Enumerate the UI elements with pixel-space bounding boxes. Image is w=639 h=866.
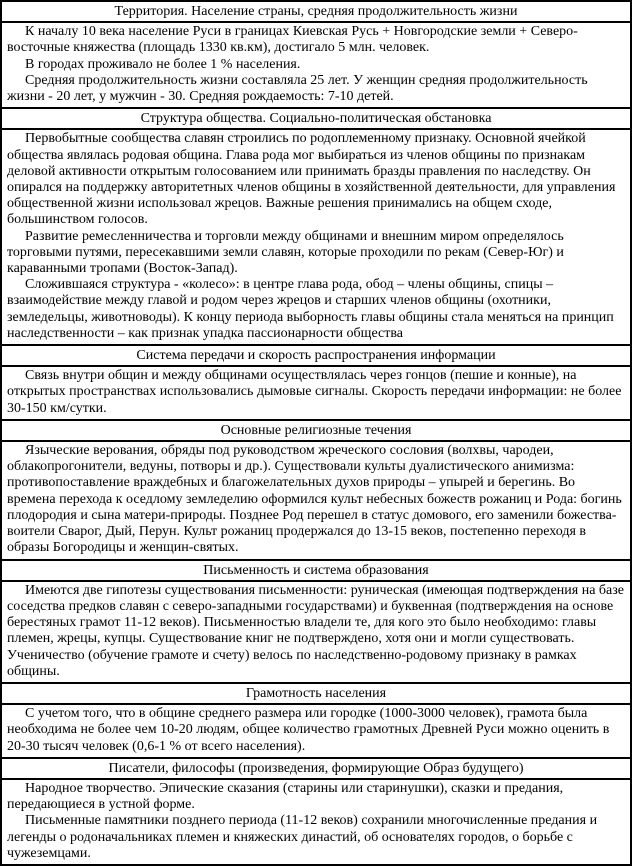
- section-body-row: [1, 129, 631, 345]
- section-header-row: [1, 683, 631, 704]
- section-body-row: [1, 22, 631, 108]
- table-body: [1, 1, 631, 865]
- paragraph: Развитие ремесленничества и торговли между общинами и внешним миром определялось торговыми путями, пересекавшими земли славян, которые проходили по рекам (Север-Юг) и караванными тропами (Восток-Запад).: [7, 228, 564, 277]
- section-body-society-structure: [1, 129, 631, 345]
- section-header-literacy: Грамотность населения: [1, 683, 631, 704]
- section-body-religions: [1, 441, 631, 559]
- section-header-territory: Территория. Население страны, средняя продолжительность жизни: [1, 1, 631, 22]
- section-body-territory: [1, 22, 631, 108]
- section-header-religions: Основные религиозные течения: [1, 420, 631, 441]
- paragraph: К началу 10 века население Руси в границах Киевская Русь + Новгородские земли + Северо-восточные княжества (площадь 1330 кв.км), достигало 5 млн. человек.: [7, 24, 578, 56]
- section-header-information-transfer: Система передачи и скорость распространения информации: [1, 345, 631, 366]
- section-header-writing-education: Письменность и система образования: [1, 560, 631, 581]
- section-body-row: [1, 704, 631, 758]
- section-body-writers-philosophers: [1, 779, 631, 865]
- paragraph: Письменные памятники позднего периода (11-12 веков) сохранили многочисленные предания и легенды о родоначальниках племен и княжеских династий, об основателях городов, о борьбе с чужеземцами.: [7, 813, 598, 861]
- paragraph: Имеются две гипотезы существования письменности: руническая (имеющая подтверждения на базе соседства предков славян с северо-западными государствами) и буквенная (подтверждения на основе берестяных грамот 11-12 веков). Письменностью владели те, для кого это было необходимо: главы племен, жрецы, купцы. Существование книг не подтверждено, хотя они и могли существовать. Ученичество (обучение грамоте и счету) велось по наследственно-родовому признаку в рамках общины.: [7, 582, 625, 679]
- paragraph: С учетом того, что в общине среднего размера или городке (1000-3000 человек), грамота была необходима не более чем 10-20 людям, общее количество грамотных Древней Руси можно оценить в 20-30 тысяч человек (0,6-1 % от всего населения).: [7, 706, 610, 754]
- paragraph: Средняя продолжительность жизни составляла 25 лет. У женщин средняя продолжительность жизни - 20 лет, у мужчин - 30. Средняя рождаемость: 7-10 детей.: [7, 72, 588, 105]
- section-body-row: [1, 441, 631, 559]
- paragraph: Первобытные сообщества славян строились по родоплеменному признаку. Основной ячейкой общества являлась родовая община. Глава рода мог выбираться из членов общины по признакам деловой активности открытым голосованием или принимать бразды правления по наследству. Он опирался на поддержку авторитетных членов общины в хозяйственной деятельности, для управления общественной жизни использовал жрецов. Важные решения принимались на общем сходе, большинством голосов.: [7, 131, 616, 228]
- paragraph: Языческие верования, обряды под руководством жреческого сословия (волхвы, чародеи, облакопрогонители, ведуны, потворы и др.). Существовали культы дуалистического анимизма: противопоставление враждебных и благожелательных духов природы – упырей и берегинь. Во времена перехода к оседлому земледелию оформился культ небесных божеств рожаниц и Рода: богинь плодородия и сына матери-природы. Позднее Род перешел в статус домового, его заменили божества-воители Сварог, Дый, Перун. Культ рожаниц продержался до 13-15 веков, постепенно переходя в образы Богородицы и женщин-святых.: [7, 443, 622, 556]
- section-header-row: [1, 1, 631, 22]
- section-body-row: [1, 779, 631, 865]
- section-body-literacy: [1, 704, 631, 758]
- section-body-writing-education: [1, 581, 631, 683]
- paragraph: В городах проживало не более 1 % населения.: [25, 56, 301, 72]
- section-header-row: [1, 108, 631, 129]
- paragraph: Связь внутри общин и между общинами осуществлялась через гонцов (пешие и конные), на открытых пространствах использовались дымовые сигналы. Скорость передачи информации: не более 30-150 км/сутки.: [7, 368, 622, 416]
- section-body-row: [1, 581, 631, 683]
- section-body-information-transfer: [1, 366, 631, 420]
- paragraph: Народное творчество. Эпические сказания (старины или старинушки), сказки и предания, передающиеся в устной форме.: [7, 780, 564, 813]
- section-header-row: [1, 560, 631, 581]
- section-header-row: [1, 758, 631, 779]
- section-header-writers-philosophers: Писатели, философы (произведения, формирующие Образ будущего): [1, 758, 631, 779]
- section-body-row: [1, 366, 631, 420]
- section-header-row: [1, 345, 631, 366]
- section-header-society-structure: Структура общества. Социально-политическая обстановка: [1, 108, 631, 129]
- section-header-row: [1, 420, 631, 441]
- paragraph: Сложившаяся структура - «колесо»: в центре глава рода, обод – члены общины, спицы – взаимодействие между главой и родом через жрецов и старших членов общины (охотники, земледельцы, животноводы). К концу периода выборность главы общины стала меняться на принцип наследственности – как признак упадка пассионарности общества: [7, 277, 614, 341]
